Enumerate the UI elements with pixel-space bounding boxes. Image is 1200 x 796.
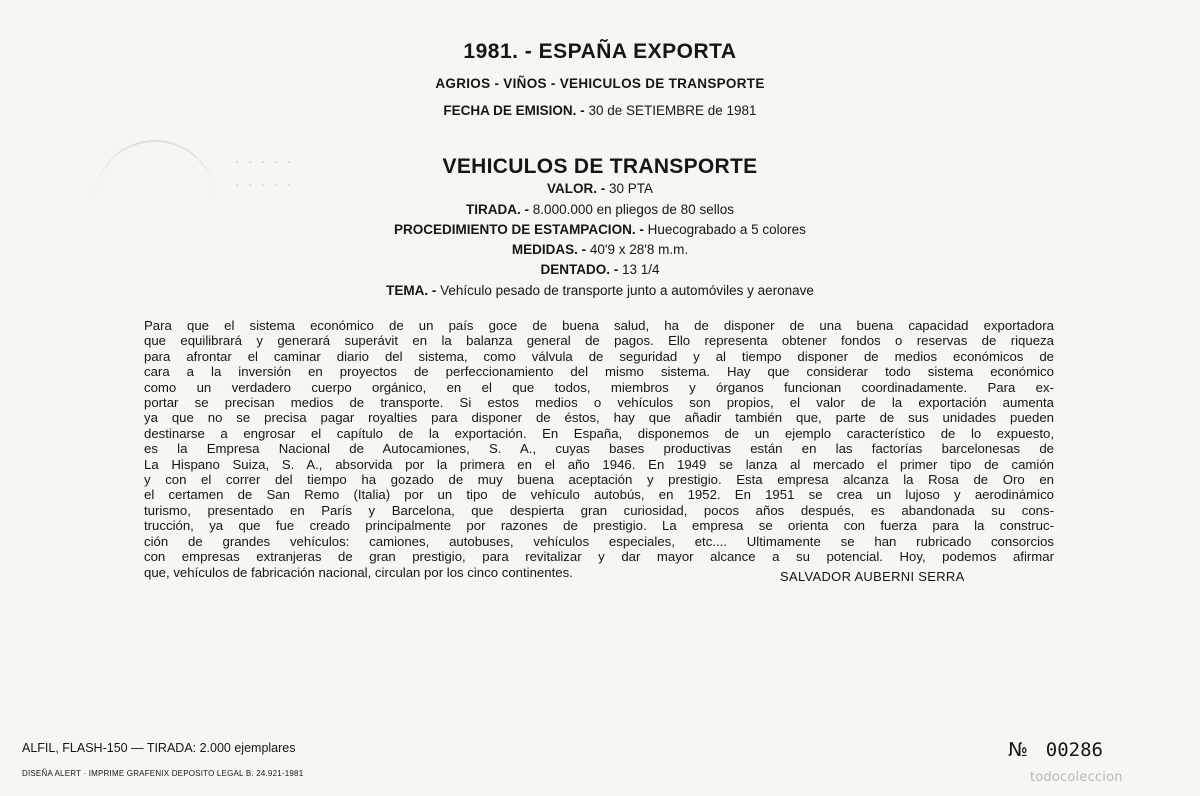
body-line: portar se precisan medios de transporte. Si estos medios o vehículos son propios, el valor de la exportación aumenta	[144, 395, 1054, 411]
print-credits: DISEÑA ALERT · IMPRIME GRAFENIX DEPOSITO LEGAL B. 24.921-1981	[22, 769, 304, 778]
field-value: 13 1/4	[621, 262, 660, 277]
field-row-dentado	[0, 262, 1200, 277]
section-title: VEHICULOS DE TRANSPORTE	[442, 155, 758, 178]
edition-info: ALFIL, FLASH-150 — TIRADA: 2.000 ejemplares	[22, 741, 296, 755]
document-subtitle: AGRIOS - VIÑOS - VEHICULOS DE TRANSPORTE	[435, 76, 765, 91]
body-line: Para que el sistema económico de un país goce de buena salud, ha de disponer de una buena capacidad exportadora	[144, 318, 1054, 333]
body-line: para afrontar el caminar diario del sistema, como válvula de seguridad y al tiempo disponer de medios económicos de	[144, 348, 1054, 364]
body-paragraph	[144, 318, 1054, 580]
body-line: trucción, ya que fue creado principalmente por razones de prestigio. La empresa se orienta con fuerza para la construc-	[144, 518, 1054, 534]
body-line: que equilibrará y generará superávit en la balanza general de pagos. Ello representa obtener fondos o reservas de riqueza	[144, 333, 1054, 349]
field-value: Vehículo pesado de transporte junto a automóviles y aeronave	[440, 283, 814, 298]
stamp-ghost-line-1: · · · · ·	[235, 155, 294, 171]
author-signature: SALVADOR AUBERNI SERRA	[780, 569, 965, 584]
field-value: Huecograbado a 5 colores	[647, 222, 806, 237]
body-line: cara a la inversión en proyectos de perfeccionamiento del mismo sistema. Hay que considerar todo sistema económico	[144, 364, 1054, 380]
body-line: como un verdadero cuerpo orgánico, en el que todos, miembros y órganos funcionan coordinadamente. Para ex-	[144, 379, 1054, 395]
body-line: es la Empresa Nacional de Autocamiones, S. A., cuyas bases productivas están en las factorías barcelonesas de	[144, 441, 1054, 457]
body-line: que, vehículos de fabricación nacional, circulan por los cinco continentes.	[144, 564, 573, 580]
field-label: TEMA. -	[386, 283, 437, 298]
field-row-tema	[0, 283, 1200, 298]
stamp-ghost-line-2: · · · · ·	[235, 178, 294, 194]
field-value: 30 PTA	[608, 181, 654, 196]
field-label: VALOR. -	[546, 181, 606, 196]
numero-sign: №	[1008, 739, 1028, 761]
document-title: 1981. - ESPAÑA EXPORTA	[463, 40, 737, 63]
field-value: 8.000.000 en pliegos de 80 sellos	[532, 202, 734, 217]
site-watermark: todocoleccion	[1030, 770, 1123, 785]
field-label: DENTADO. -	[540, 262, 619, 277]
body-line: turismo, presentado en París y Barcelona, que despierta gran curiosidad, pocos años después, es abandonada su cons-	[144, 502, 1054, 518]
body-line: el certamen de San Remo (Italia) por un tipo de vehículo autobús, en 1952. En 1951 se crea un lujoso y aerodinámico	[144, 487, 1054, 503]
body-line: ción de grandes vehículos: camiones, autobuses, vehículos especiales, etc.... Ultimamente se han rubricado consorcios	[144, 533, 1054, 549]
body-line: La Hispano Suiza, S. A., absorvida por la primera en el año 1946. En 1949 se lanza al mercado el primer tipo de camión	[144, 456, 1054, 472]
field-label: TIRADA. -	[466, 202, 530, 217]
field-label: MEDIDAS. -	[511, 242, 587, 257]
field-row-medidas	[0, 242, 1200, 257]
field-row-valor	[0, 181, 1200, 196]
field-row-procedimiento	[0, 222, 1200, 237]
field-row-tirada	[0, 202, 1200, 217]
issue-date-label: FECHA DE EMISION. -	[443, 103, 585, 118]
body-line: destinarse a engrosar el capítulo de la exportación. En España, disponemos de un ejemplo característico de lo expuesto,	[144, 425, 1054, 441]
field-label: PROCEDIMIENTO DE ESTAMPACION. -	[394, 222, 644, 237]
body-line: con empresas extranjeras de gran prestigio, para revitalizar y dar mayor alcance a su potencial. Hoy, podemos afirmar	[144, 549, 1054, 565]
body-line: ya que no se precisa pagar royalties para disponer de éstos, hay que añadir también que, parte de sus unidades pueden	[144, 410, 1054, 426]
issue-date-value: 30 de SETIEMBRE de 1981	[588, 103, 757, 118]
serial-number	[1008, 739, 1103, 761]
body-line: y con el correr del tiempo ha gozado de muy buena aceptación y prestigio. Esta empresa alcanza la Rosa de Oro en	[144, 472, 1054, 488]
field-value: 40'9 x 28'8 m.m.	[589, 242, 689, 257]
serial-number-value: 00286	[1045, 739, 1103, 761]
issue-date-row	[0, 103, 1200, 118]
